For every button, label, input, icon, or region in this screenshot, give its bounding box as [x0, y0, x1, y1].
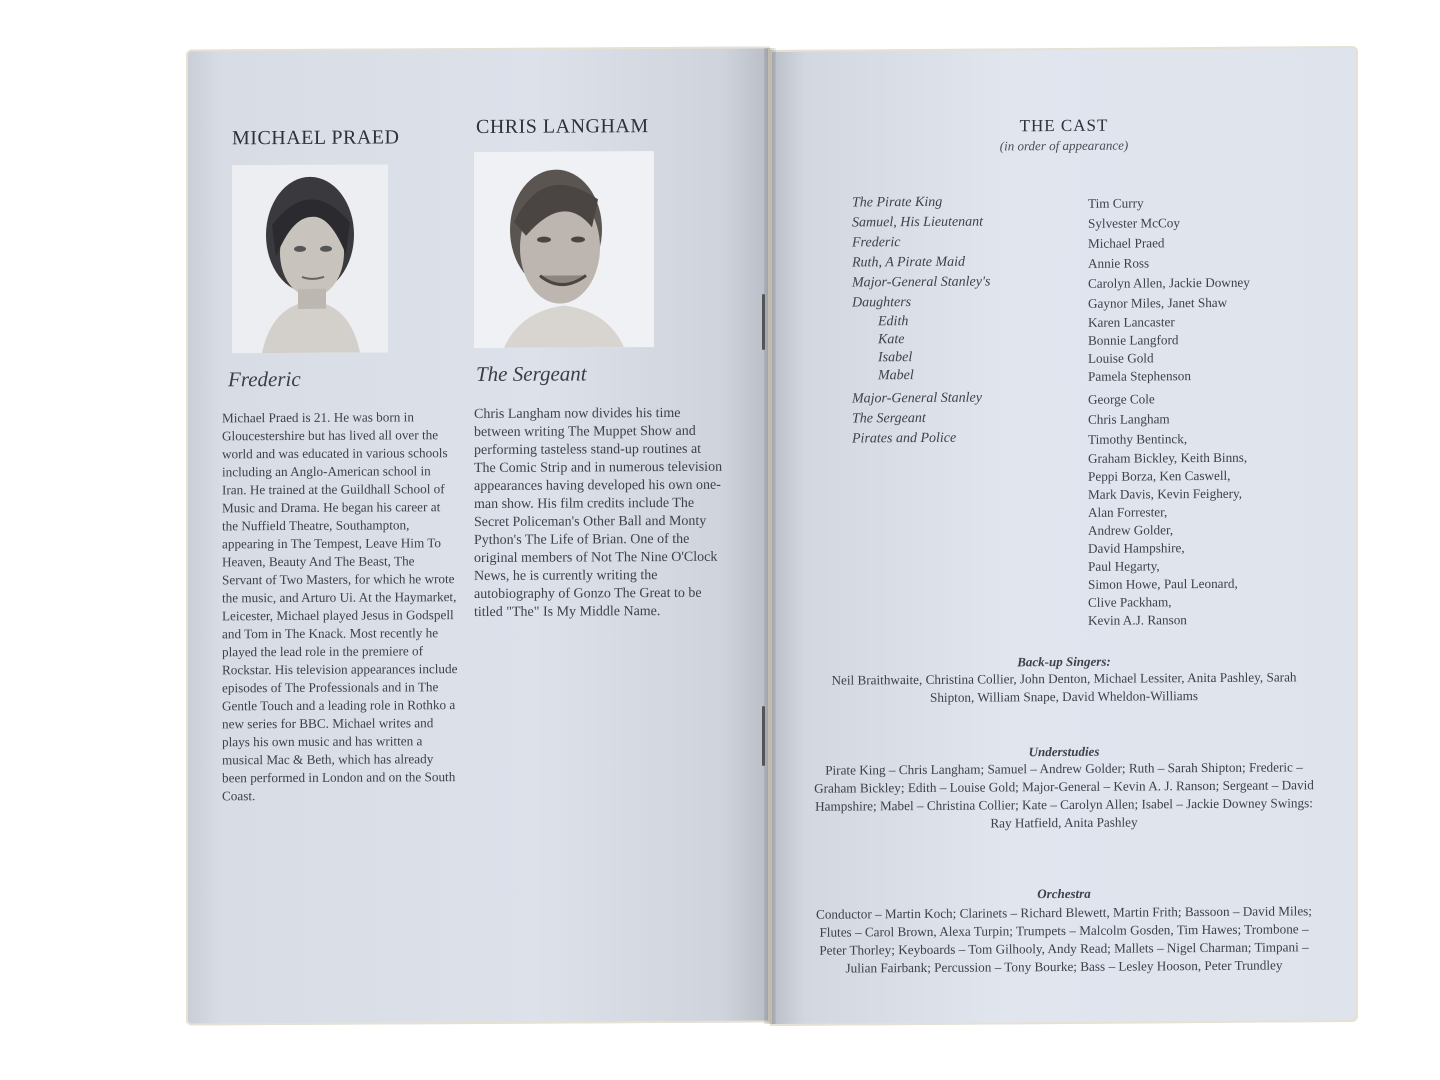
cast-roles-column	[852, 192, 1082, 450]
cast-actor: Andrew Golder,	[1088, 522, 1174, 538]
cast-actor: Timothy Bentinck,	[1088, 431, 1188, 447]
cast-actor: Bonnie Langford	[1088, 332, 1179, 348]
cast-actor: Paul Hegarty,	[1088, 558, 1160, 574]
role-the-sergeant: The Sergeant	[476, 361, 587, 387]
cast-role: Major-General Stanley	[852, 390, 982, 407]
cast-actor: Pamela Stephenson	[1088, 368, 1191, 384]
actor-name-praed: MICHAEL PRAED	[232, 126, 400, 150]
cast-actor: Karen Lancaster	[1088, 314, 1175, 330]
portrait-image	[474, 151, 654, 348]
staple-bottom	[762, 706, 765, 766]
cast-role: Pirates and Police	[852, 430, 957, 447]
booklet-spine	[764, 48, 776, 1024]
right-page	[770, 46, 1358, 1026]
cast-role: The Pirate King	[852, 194, 943, 211]
portrait-image	[232, 164, 388, 353]
cast-role: Kate	[878, 332, 905, 348]
understudies-text: Pirate King – Chris Langham; Samuel – Andrew Golder; Ruth – Sarah Shipton; Frederic – Graham Bickley; Edith – Louise Gold; Major-General – Kevin A. J. Ranson; Sergeant – David Hampshire; Mabel – Christina Collier; Kate – Carolyn Allen; Isabel – Jackie Downey Swings: Ray Hatfield, Anita Pashley	[814, 759, 1314, 831]
staple-top	[762, 294, 765, 350]
cast-actor: Chris Langham	[1088, 411, 1170, 427]
cast-role: Isabel	[878, 350, 913, 366]
cast-actor: Louise Gold	[1088, 350, 1154, 366]
orchestra-heading: Orchestra	[1037, 885, 1091, 902]
cast-role: Frederic	[852, 235, 901, 251]
cast-actor: Clive Packham,	[1088, 594, 1172, 610]
photo-chris-langham	[474, 151, 654, 348]
cast-actor: Annie Ross	[1088, 255, 1150, 271]
cast-actor: Kevin A.J. Ranson	[1088, 612, 1187, 628]
photo-michael-praed	[232, 164, 388, 353]
cast-actor: Peppi Borza, Ken Caswell,	[1088, 467, 1231, 484]
left-page	[186, 46, 770, 1025]
understudies-heading: Understudies	[1028, 743, 1100, 760]
cast-role: The Sergeant	[852, 410, 926, 427]
cast-actor: Simon Howe, Paul Leonard,	[1088, 575, 1238, 592]
cast-actor: Mark Davis, Kevin Feighery,	[1088, 485, 1243, 502]
actor-name-langham: CHRIS LANGHAM	[476, 115, 649, 139]
orchestra-text: Conductor – Martin Koch; Clarinets – Richard Blewett, Martin Frith; Bassoon – David Miles; Flutes – Carol Brown, Alexa Turpin; Trumpets – Malcolm Gosden, Tim Hawes; Trombone – Peter Thorley; Keyboards – Tom Gilhooly, Andy Read; Mallets – Nigel Charman; Timpani – Julian Fairbank; Percussion – Tony Bourke; Bass – Lesley Hooson, Peter Trundley	[816, 903, 1312, 976]
cast-role: Ruth, A Pirate Maid	[852, 254, 966, 271]
cast-role: Mabel	[878, 368, 914, 384]
cast-actor: Carolyn Allen, Jackie Downey	[1088, 274, 1250, 291]
cast-actor: Alan Forrester,	[1088, 504, 1168, 520]
programme-booklet	[186, 48, 1358, 1024]
cast-subtitle: (in order of appearance)	[999, 137, 1129, 154]
cast-actor: Michael Praed	[1088, 235, 1165, 251]
cast-actor: David Hampshire,	[1088, 540, 1185, 556]
cast-actor: Graham Bickley, Keith Binns,	[1088, 449, 1248, 466]
cast-role: Daughters	[852, 295, 912, 311]
cast-actor: Tim Curry	[1088, 195, 1144, 211]
cast-role: Edith	[878, 314, 909, 330]
cast-actor: Gaynor Miles, Janet Shaw	[1088, 294, 1228, 311]
cast-actor: George Cole	[1088, 391, 1155, 407]
role-frederic: Frederic	[228, 366, 301, 392]
cast-actors-column	[1088, 192, 1328, 630]
cast-actor: Sylvester McCoy	[1088, 215, 1180, 231]
backup-singers-heading: Back-up Singers:	[1017, 653, 1111, 670]
cast-role: Major-General Stanley's	[852, 274, 991, 291]
backup-singers-text: Neil Braithwaite, Christina Collier, John Denton, Michael Lessiter, Anita Pashley, Sarah Shipton, William Snape, David Wheldon-Williams	[831, 669, 1297, 705]
bio-chris-langham: Chris Langham now divides his time between writing The Muppet Show and performing tasteless stand-up routines at The Comic Strip and in numerous television appearances having developed his own one-man show. His film credits include The Secret Policeman's Other Ball and Monty Python's The Life of Brian. One of the original members of Not The Nine O'Clock News, he is currently writing the autobiography of Gonzo The Great to be titled "The" Is My Middle Name.	[474, 405, 723, 621]
bio-michael-praed: Michael Praed is 21. He was born in Gloucestershire but has lived all over the world and was educated in various schools including an Anglo-American school in Iran. He trained at the Guildhall School of Music and Drama. He began his career at the Nuffield Theatre, Southampton, appearing in The Tempest, Leave Him To Heaven, Beauty And The Beast, The Servant of Two Masters, for which he wrote the music, and Arturo Ui. At the Haymarket, Leicester, Michael played Jesus in Godspell and Tom in The Knack. Most recently he played the lead role in the premiere of Rockstar. His television appearances include episodes of The Professionals and in The Gentle Touch and a leading role in Rothko a new series for BBC. Michael writes and plays his own music and has written a musical Mac & Beth, which has already been performed in London and on the South Coast.	[222, 409, 458, 804]
cast-title: THE CAST	[1019, 115, 1109, 136]
cast-role: Samuel, His Lieutenant	[852, 214, 984, 231]
